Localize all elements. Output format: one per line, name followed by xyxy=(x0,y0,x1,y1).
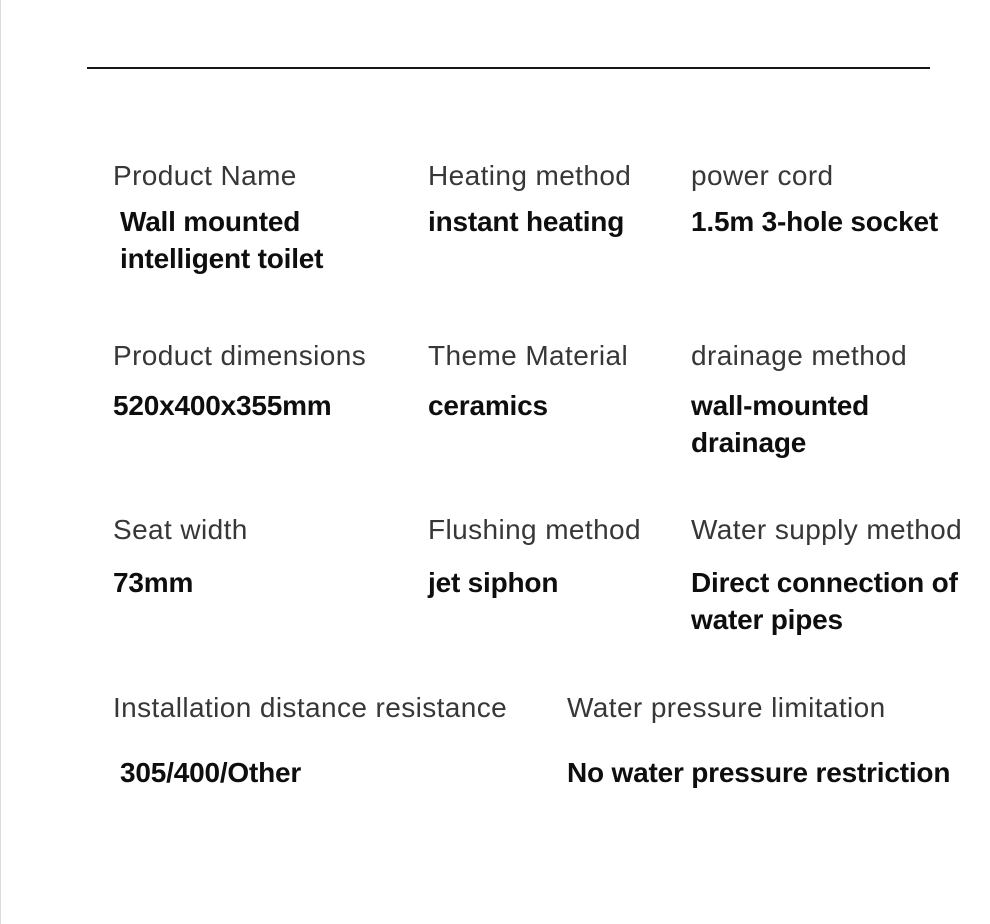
spec-label: Heating method xyxy=(428,160,632,191)
spec-value: wall-mounted drainage xyxy=(691,390,870,458)
spec-value: instant heating xyxy=(428,206,625,237)
spec-water-supply-method xyxy=(691,512,986,638)
spec-water-pressure xyxy=(567,690,990,791)
spec-product-name xyxy=(113,158,413,277)
spec-label: Water supply method xyxy=(691,514,963,545)
spec-label: power cord xyxy=(691,160,834,191)
spec-product-dimensions xyxy=(113,338,413,424)
spec-value: Wall mounted intelligent toilet xyxy=(120,206,324,274)
spec-label: Theme Material xyxy=(428,340,629,371)
spec-value: 520x400x355mm xyxy=(113,390,332,421)
page-left-edge-divider xyxy=(0,0,1,924)
spec-flushing-method xyxy=(428,512,678,601)
spec-label: Product dimensions xyxy=(113,340,367,371)
spec-value: No water pressure restriction xyxy=(567,757,951,788)
spec-installation-distance xyxy=(113,690,553,791)
spec-label: Installation distance resistance xyxy=(113,692,508,723)
spec-value: 73mm xyxy=(113,567,194,598)
spec-label: Water pressure limitation xyxy=(567,692,886,723)
spec-label: Flushing method xyxy=(428,514,642,545)
spec-label: Product Name xyxy=(113,160,297,191)
spec-drainage-method xyxy=(691,338,986,461)
spec-label: Seat width xyxy=(113,514,248,545)
spec-label: drainage method xyxy=(691,340,908,371)
spec-value: 1.5m 3-hole socket xyxy=(691,206,938,237)
spec-value: jet siphon xyxy=(428,567,559,598)
spec-value: 305/400/Other xyxy=(120,757,302,788)
spec-theme-material xyxy=(428,338,678,424)
spec-power-cord xyxy=(691,158,986,240)
spec-value: Direct connection of water pipes xyxy=(691,567,958,635)
spec-value: ceramics xyxy=(428,390,548,421)
spec-heating-method xyxy=(428,158,678,240)
top-divider-rule xyxy=(87,67,930,69)
spec-seat-width xyxy=(113,512,413,601)
